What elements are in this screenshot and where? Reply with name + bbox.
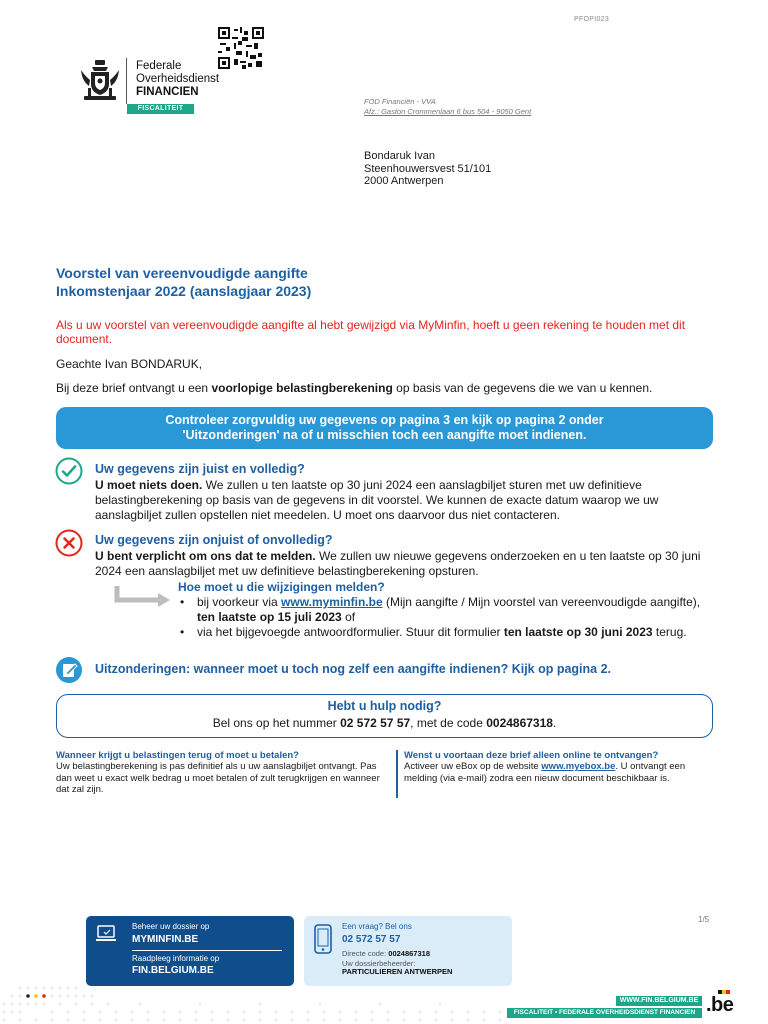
flag-stripe-icon [718, 990, 730, 994]
handler-label: Uw dossierbeheerder: [342, 959, 416, 968]
mobile-phone-icon [313, 924, 333, 954]
banner-line-1: Controleer zorgvuldig uw gegevens op pagina 3 en kijk op pagina 2 onder [165, 413, 604, 427]
direct-code-label: Directe code: [342, 949, 387, 958]
recipient-street: Steenhouwersvest 51/101 [364, 162, 492, 175]
intro-text-end: op basis van de gegevens die we van u kennen. [392, 381, 653, 395]
recipient-name: Bondaruk Ivan [364, 150, 435, 162]
refund-info-column [56, 750, 386, 796]
bullet1-deadline: ten laatste op 15 juli 2023 [197, 610, 342, 624]
bullet1-end: of [341, 610, 356, 624]
bullet2-deadline: ten laatste op 30 juni 2023 [503, 625, 653, 639]
direct-code: 0024867318 [388, 949, 430, 958]
logo-line-3: FINANCIEN [136, 86, 199, 98]
logo-line-1: Federale [136, 60, 182, 72]
edit-document-icon [55, 656, 83, 684]
check-data-banner [56, 407, 713, 449]
correct-data-paragraph [95, 478, 725, 523]
document-title [56, 264, 311, 300]
arrow-right-icon [114, 586, 172, 608]
help-phone-number[interactable]: 02 572 57 57 [340, 716, 411, 730]
intro-paragraph [56, 381, 652, 395]
bullet1-mid: (Mijn aangifte / Mijn voorstel van vereenvoudigde aangifte), [382, 595, 701, 609]
logo-divider [126, 58, 127, 104]
manage-dossier-label: Beheer uw dossier op [132, 922, 210, 931]
handler-name: PARTICULIEREN ANTWERPEN [342, 967, 453, 976]
myminfin-notice: Als u uw voorstel van vereenvoudigde aangifte al hebt gewijzigd via MyMinfin, hoeft u geen rekening te houden met dit document. [56, 318, 686, 346]
report-options-list [178, 595, 718, 640]
correct-data-heading: Uw gegevens zijn juist en volledig? [95, 462, 305, 476]
greeting: Geachte Ivan BONDARUK, [56, 357, 203, 371]
cross-circle-icon [55, 529, 83, 557]
sender-line-1: FOD Financiën - VVA [364, 97, 436, 106]
fin-belgium-footer-link[interactable]: FIN.BELGIUM.BE [132, 965, 214, 976]
help-box [56, 694, 713, 738]
incorrect-bold: U bent verplicht om ons dat te melden. [95, 549, 316, 563]
consult-info-label: Raadpleeg informatie op [132, 954, 220, 963]
title-line-1: Voorstel van vereenvoudigde aangifte [56, 265, 308, 281]
footer-divider [132, 950, 282, 951]
help-pre: Bel ons op het nummer [212, 716, 341, 730]
laptop-icon [95, 924, 117, 944]
help-mid: , met de code [410, 716, 487, 730]
refund-heading: Wanneer krijgt u belastingen terug of moet u betalen? [56, 750, 299, 761]
exceptions-heading: Uitzonderingen: wanneer moet u toch nog zelf een aangifte indienen? Kijk op pagina 2. [95, 662, 612, 676]
intro-text: Bij deze brief ontvangt u een [56, 381, 212, 395]
sender-address [364, 97, 531, 117]
recipient-city: 2000 Antwerpen [364, 175, 444, 187]
organization-bar: FISCALITEIT • FEDERALE OVERHEIDSDIENST FINANCIEN [507, 1008, 702, 1018]
incorrect-data-paragraph [95, 549, 725, 579]
help-code: 0024867318 [486, 716, 553, 730]
intro-bold: voorlopige belastingberekening [211, 381, 393, 395]
check-circle-icon [55, 457, 83, 485]
list-item [178, 595, 718, 625]
myebox-link[interactable]: www.myebox.be [541, 761, 616, 772]
refund-text: Uw belastingberekening is pas definitief als u uw aanslagbiljet ontvangt. Pas dan weet u exact welk bedrag u moet betalen of zult terugkrijgen en wanneer dat zal zijn. [56, 761, 380, 795]
myminfin-footer-link[interactable]: MYMINFIN.BE [132, 934, 199, 945]
coat-of-arms-icon [78, 58, 122, 104]
document-code: PFOPI023 [574, 16, 610, 23]
help-phone-line [57, 716, 712, 730]
ebox-text [404, 761, 704, 784]
fiscaliteit-badge: FISCALITEIT [127, 104, 194, 114]
help-post: . [552, 716, 557, 730]
incorrect-data-heading: Uw gegevens zijn onjuist of onvolledig? [95, 533, 333, 547]
ebox-text-post: . U ontvangt een melding (via e-mail) zodra een nieuw document beschikbaar is. [404, 761, 686, 784]
be-logo-text: .be [706, 994, 734, 1016]
be-logo [706, 994, 733, 1017]
sender-line-2: Afz.: Gaston Crommenlaan 6 bus 504 - 9050 Gent [364, 107, 532, 116]
page-number: 1/5 [698, 915, 710, 924]
logo-line-2: Overheidsdienst [136, 73, 220, 85]
bullet2-text: via het bijgevoegde antwoordformulier. Stuur dit formulier [197, 625, 504, 639]
how-to-report-heading: Hoe moet u die wijzigingen melden? [178, 580, 385, 594]
contact-phone-number[interactable]: 02 572 57 57 [342, 934, 401, 945]
bullet2-end: terug. [652, 625, 687, 639]
ebox-info-column [404, 750, 704, 784]
list-item [178, 625, 718, 640]
banner-line-2: 'Uitzonderingen' na of u misschien toch een aangifte moet indienen. [182, 428, 587, 442]
recipient-address [364, 150, 491, 188]
help-title: Hebt u hulp nodig? [327, 699, 442, 713]
ebox-heading: Wenst u voortaan deze brief alleen online te ontvangen? [404, 750, 659, 761]
title-line-2: Inkomstenjaar 2022 (aanslagjaar 2023) [56, 283, 312, 299]
website-bar[interactable]: WWW.FIN.BELGIUM.BE [616, 996, 702, 1006]
organization-logo-text [136, 60, 219, 99]
qr-code-icon [218, 27, 264, 69]
question-call-label: Een vraag? Bel ons [342, 922, 412, 931]
incorrect-text: We zullen uw nieuwe gegevens onderzoeken en u ten laatste op 30 juni 2024 een aanslagbiljet met uw definitieve belastingberekening opsturen. [95, 549, 701, 578]
bullet1-text: bij voorkeur via [197, 595, 282, 609]
correct-text: We zullen u ten laatste op 30 juni 2024 een aanslagbiljet sturen met uw definitieve belastingberekening op basis van de gegevens in dit voorstel. We kunnen de exacte datum waarop we uw aanslagbiljet zullen opstellen niet meedelen. U moet ons daarvoor dus niet contacteren. [95, 478, 659, 522]
myminfin-link[interactable]: www.myminfin.be [281, 595, 383, 609]
column-divider [396, 750, 398, 798]
correct-bold: U moet niets doen. [95, 478, 203, 492]
ebox-text-pre: Activeer uw eBox op de website [404, 761, 542, 772]
direct-code-line [342, 949, 430, 958]
